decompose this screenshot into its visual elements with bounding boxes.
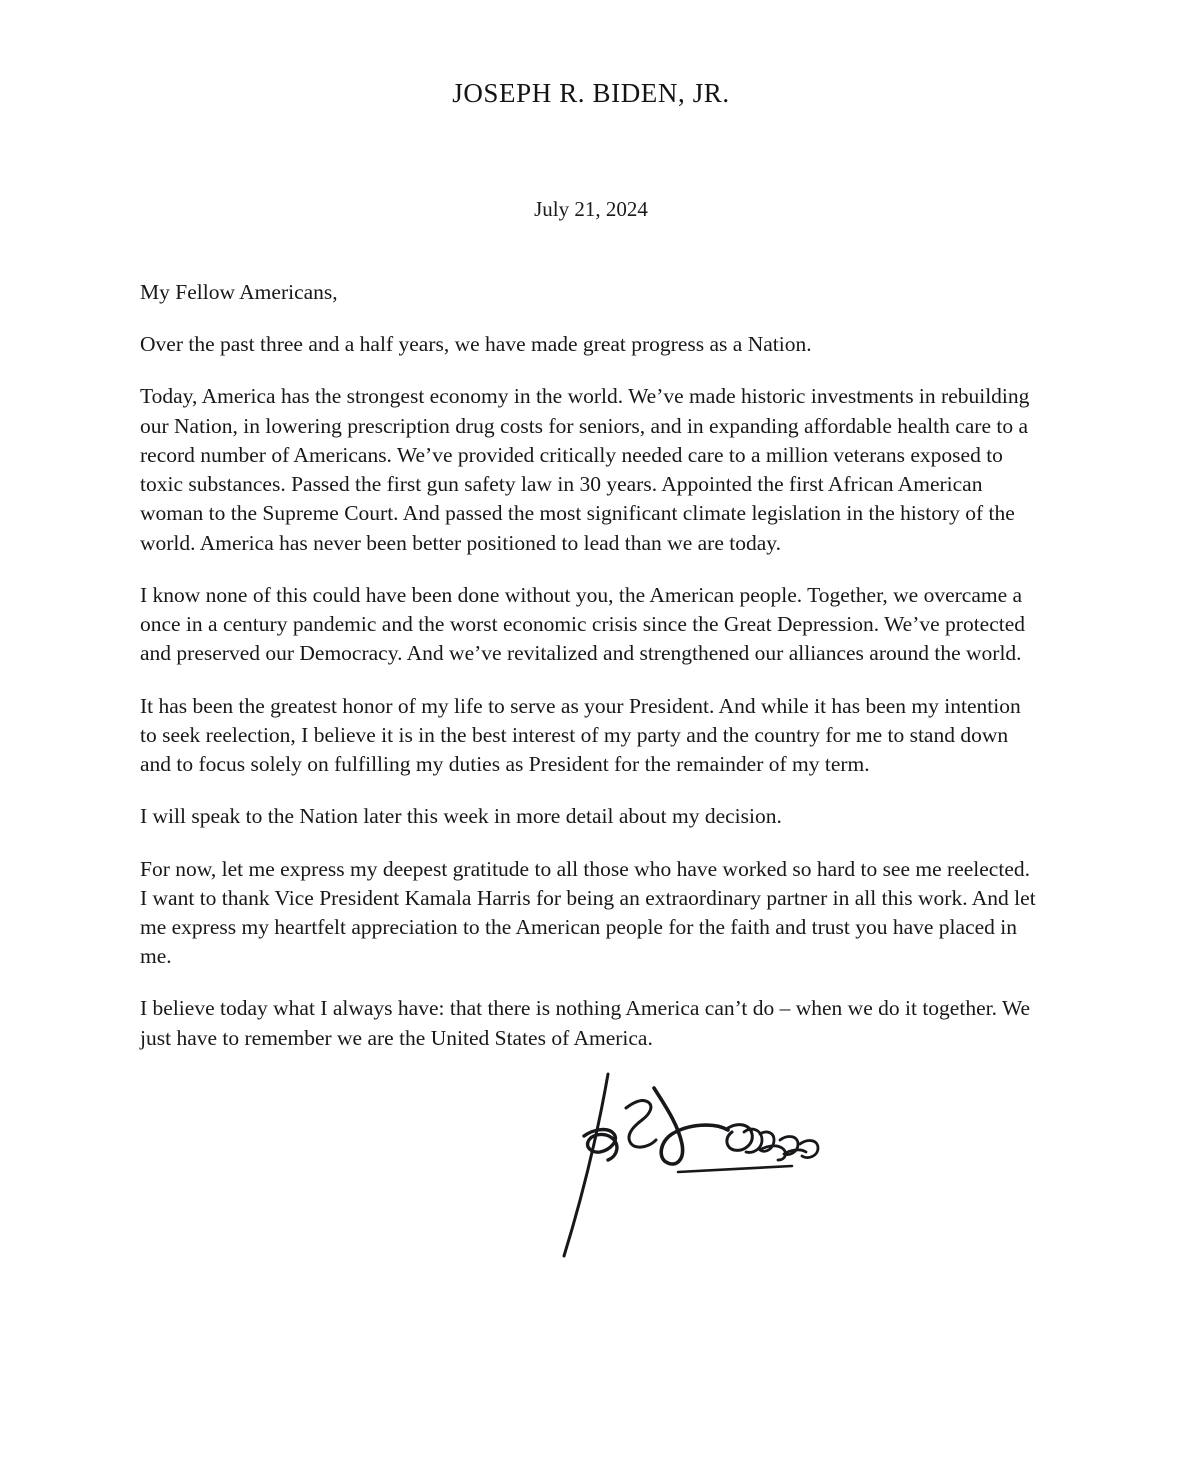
body-paragraph: For now, let me express my deepest gratitude to all those who have worked so hard to see me reelected. I want to thank Vice President Kamala Harris for being an extraordinary partner in all this work. And let me express my heartfelt appreciation to the American people for the faith and trust you have placed in me. <box>140 856 1036 969</box>
letter-date: July 21, 2024 <box>534 197 648 221</box>
salutation: My Fellow Americans, <box>140 280 338 304</box>
body-paragraph: I will speak to the Nation later this week in more detail about my decision. <box>140 804 782 829</box>
signature-icon <box>530 1068 860 1268</box>
body-paragraph: Over the past three and a half years, we have made great progress as a Nation. <box>140 332 812 357</box>
signature-label <box>140 1076 141 1077</box>
body-paragraph: I believe today what I always have: that there is nothing America can’t do – when we do it together. We just have to remember we are the United States of America. <box>140 996 1031 1050</box>
letter-body <box>140 278 1042 1053</box>
body-paragraph: Today, America has the strongest economy in the world. We’ve made historic investments in rebuilding our Nation, in lowering prescription drug costs for seniors, and in expanding affordable health care to a record number of Americans. We’ve provided critically needed care to a million veterans exposed to toxic substances. Passed the first gun safety law in 30 years. Appointed the first African American woman to the Supreme Court. And passed the most significant climate legislation in the history of the world. America has never been better positioned to lead than we are today. <box>140 384 1030 555</box>
page-title: JOSEPH R. BIDEN, JR. <box>452 78 730 108</box>
body-paragraph: It has been the greatest honor of my life to serve as your President. And while it has been my intention to seek reelection, I believe it is in the best interest of my party and the country for me to stand down and to focus solely on fulfilling my duties as President for the remainder of my term. <box>140 693 1021 777</box>
body-paragraph: I know none of this could have been done without you, the American people. Together, we overcame a once in a century pandemic and the worst economic crisis since the Great Depression. We’ve protected and preserved our Democracy. And we’ve revitalized and strengthened our alliances around the world. <box>140 582 1026 666</box>
signature-block <box>140 1076 1042 1266</box>
